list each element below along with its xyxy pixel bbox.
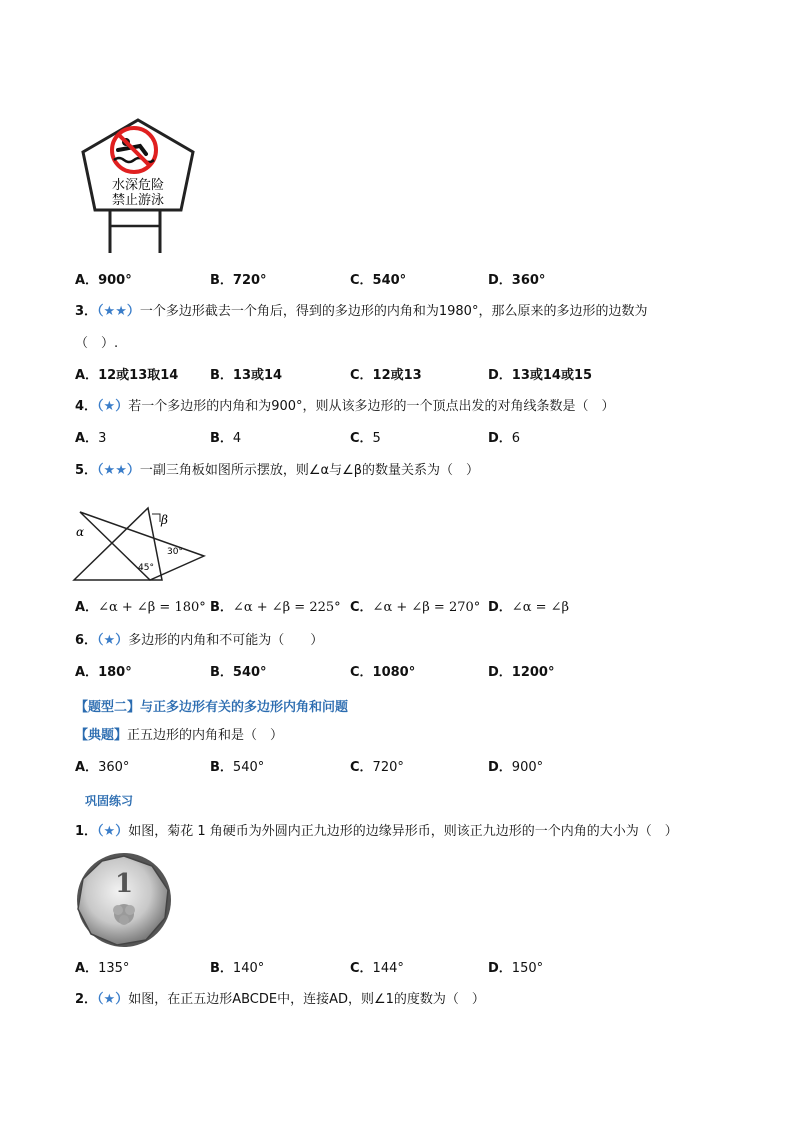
- triangle-set-figure: [70, 504, 210, 584]
- angle-30-label: 30°: [167, 547, 183, 557]
- practice-question-1: 1．（★）如图，菊花 1 角硬币为外圆内正九边形的边缘异形币，则该正九边形的一个内角的大小为（ ）: [75, 824, 678, 839]
- coin-digit: 1: [114, 869, 134, 899]
- option-b[interactable]: B．140°: [210, 961, 265, 976]
- option-c[interactable]: C．720°: [350, 760, 404, 775]
- option-b[interactable]: B．720°: [210, 273, 267, 288]
- option-a[interactable]: A．3: [75, 431, 107, 446]
- option-c[interactable]: C．12或13: [350, 368, 422, 383]
- section-title-type-2: 【题型二】与正多边形有关的多边形内角和问题: [75, 700, 349, 715]
- question-5-options: [75, 599, 635, 617]
- option-d[interactable]: D．∠α = ∠β: [488, 600, 570, 615]
- option-b[interactable]: B．540°: [210, 665, 267, 680]
- no-swimming-sign-figure: [78, 118, 198, 258]
- option-b[interactable]: B．4: [210, 431, 242, 446]
- option-c[interactable]: C．144°: [350, 961, 404, 976]
- option-a[interactable]: A．135°: [75, 961, 130, 976]
- angle-alpha-label: α: [76, 525, 85, 539]
- option-d[interactable]: D．900°: [488, 760, 544, 775]
- option-b[interactable]: B．∠α + ∠β = 225°: [210, 600, 341, 615]
- practice-title: 巩固练习: [85, 794, 134, 808]
- option-a[interactable]: A．180°: [75, 665, 132, 680]
- question-4-options: [75, 430, 635, 448]
- option-b[interactable]: B．540°: [210, 760, 265, 775]
- question-4: 4．（★）若一个多边形的内角和为900°，则从该多边形的一个顶点出发的对角线条数是（ ）: [75, 399, 615, 414]
- option-b[interactable]: B．13或14: [210, 368, 283, 383]
- prev-question-options: [75, 272, 635, 290]
- sign-text-line1: 水深危险: [111, 178, 165, 193]
- option-c[interactable]: C．540°: [350, 273, 407, 288]
- question-6: 6．（★）多边形的内角和不可能为（ ）: [75, 633, 324, 648]
- question-5: 5．（★★）一副三角板如图所示摆放，则∠α与∠β的数量关系为（ ）: [75, 463, 480, 478]
- question-6-options: [75, 664, 635, 682]
- option-a[interactable]: A．360°: [75, 760, 130, 775]
- option-d[interactable]: D．360°: [488, 273, 546, 288]
- question-3-continuation: （ ）.: [75, 336, 119, 351]
- option-c[interactable]: C．1080°: [350, 665, 416, 680]
- question-3-options: [75, 367, 635, 385]
- option-a[interactable]: A．12或13取14: [75, 368, 179, 383]
- option-c[interactable]: C．5: [350, 431, 381, 446]
- option-d[interactable]: D．1200°: [488, 665, 555, 680]
- question-3: 3．（★★）一个多边形截去一个角后，得到的多边形的内角和为1980°，那么原来的多边形的边数为: [75, 304, 648, 319]
- example-question: 【典题】正五边形的内角和是（ ）: [75, 728, 284, 743]
- example-options: [75, 759, 635, 777]
- chrysanthemum-coin-figure: [74, 852, 174, 948]
- sign-text-line2: 禁止游泳: [111, 193, 165, 208]
- option-d[interactable]: D．150°: [488, 961, 544, 976]
- practice-1-options: [75, 960, 635, 978]
- practice-question-2: 2．（★）如图，在正五边形ABCDE中，连接AD，则∠1的度数为（ ）: [75, 992, 485, 1007]
- angle-45-label: 45°: [138, 563, 154, 573]
- option-a[interactable]: A．900°: [75, 273, 132, 288]
- option-a[interactable]: A．∠α + ∠β = 180°: [75, 600, 206, 615]
- option-d[interactable]: D．13或14或15: [488, 368, 593, 383]
- option-d[interactable]: D．6: [488, 431, 521, 446]
- option-c[interactable]: C．∠α + ∠β = 270°: [350, 600, 481, 615]
- angle-beta-label: β: [161, 513, 168, 527]
